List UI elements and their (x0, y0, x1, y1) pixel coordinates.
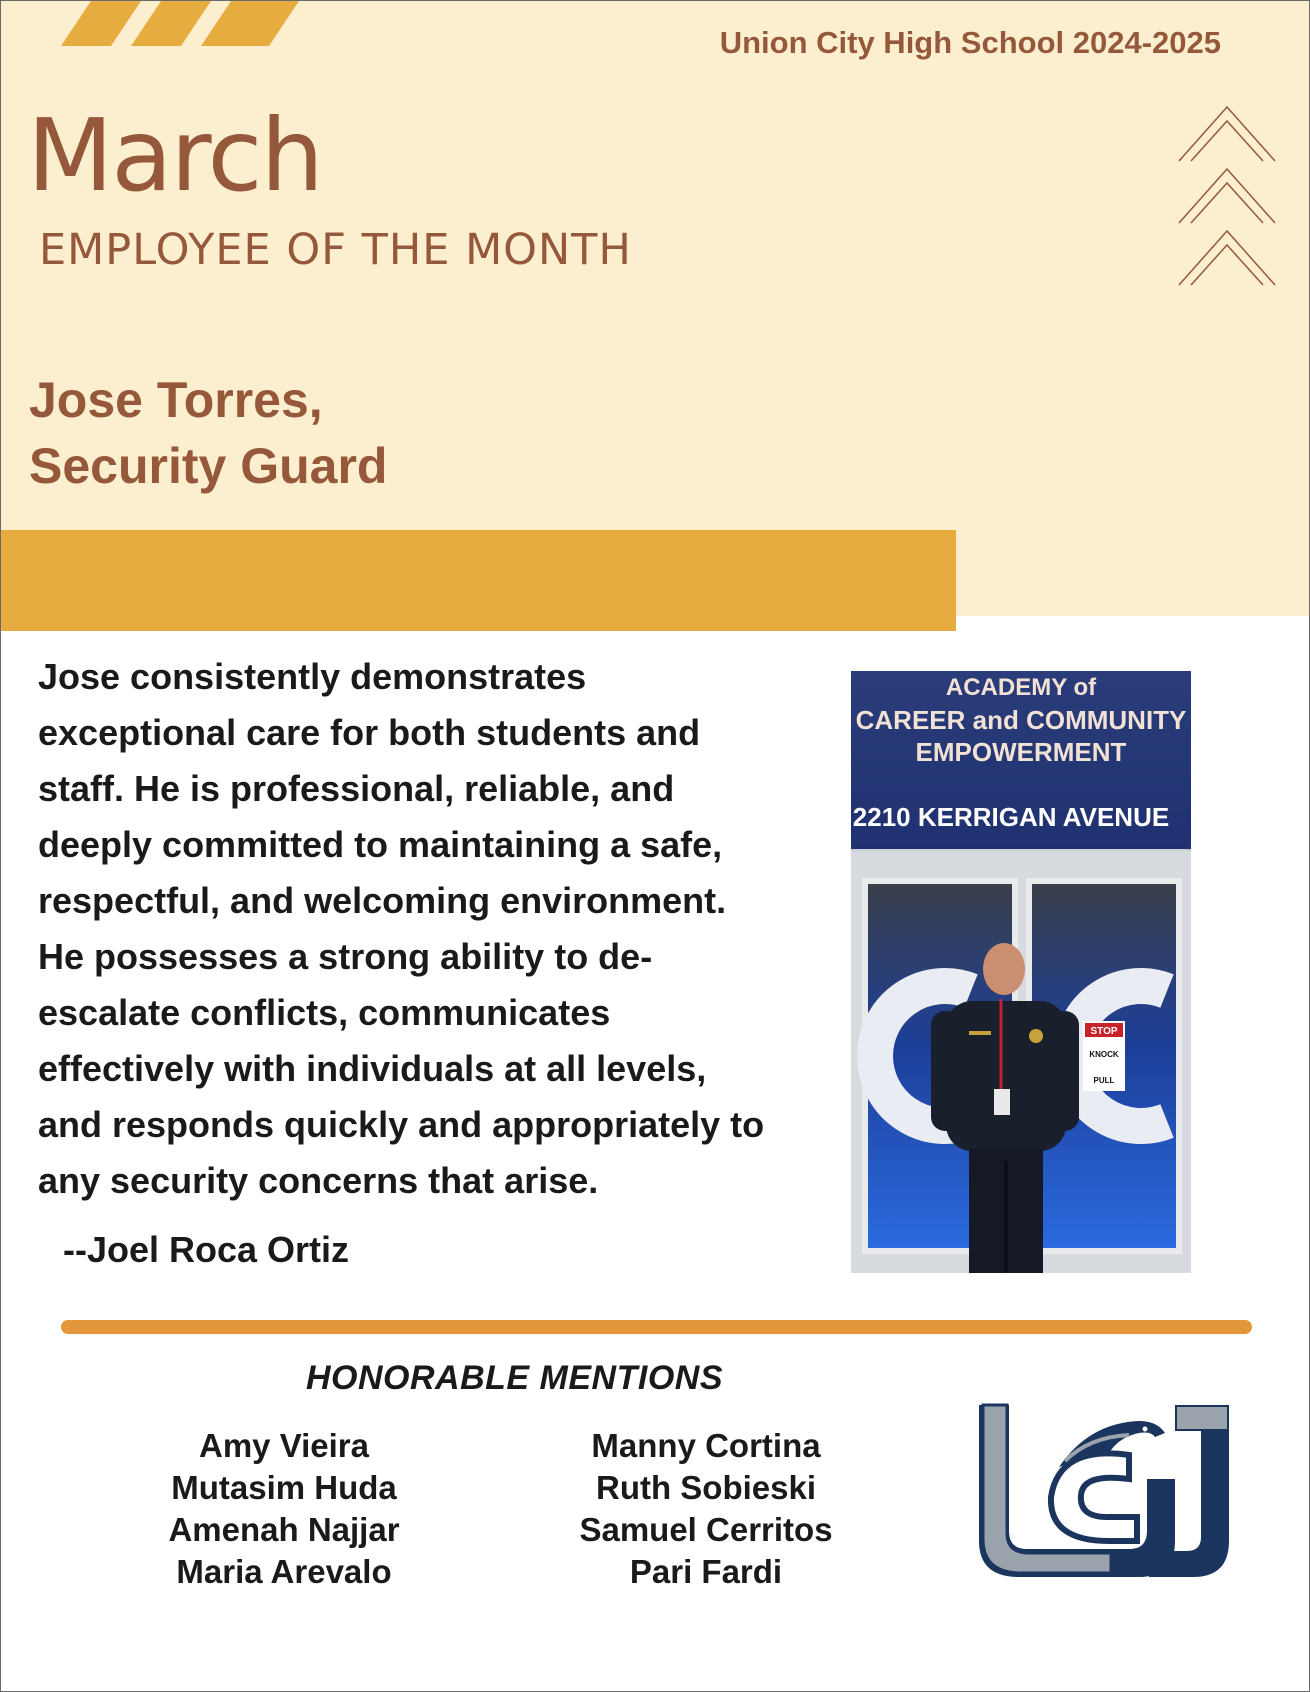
month-heading: March (27, 97, 322, 214)
section-divider (61, 1320, 1252, 1334)
honorable-mention-name: Amy Vieira (199, 1427, 369, 1464)
school-year-title: Union City High School 2024-2025 (719, 25, 1221, 60)
honorable-mention-name: Manny Cortina (591, 1427, 821, 1464)
diagonal-stripes-icon (61, 1, 321, 51)
header-band (1, 1, 1310, 616)
ucj-eagle-logo (979, 1401, 1229, 1581)
honoree-photo (851, 671, 1191, 1273)
honorable-mention-name: Ruth Sobieski (595, 1469, 817, 1506)
sign-line-3: EMPOWERMENT (915, 737, 1127, 767)
honorable-mention-name: Maria Arevalo (176, 1553, 392, 1590)
honorable-mention-name: Mutasim Huda (171, 1469, 397, 1506)
honorable-mentions-left-column (134, 1425, 434, 1593)
sign-line-1: ACADEMY of (945, 674, 1097, 701)
honoree-block (29, 367, 387, 499)
honorable-mention-name: Samuel Cerritos (579, 1511, 833, 1548)
quote-author: --Joel Roca Ortiz (63, 1229, 350, 1270)
honorable-mentions-right-column (556, 1425, 856, 1593)
door-sign-knock: KNOCK (1089, 1050, 1119, 1059)
honoree-role: Security Guard (29, 438, 388, 494)
honorable-mention-name: Pari Fardi (629, 1553, 783, 1590)
sign-address: 2210 KERRIGAN AVENUE (852, 802, 1170, 832)
honoree-name: Jose Torres, (29, 372, 323, 428)
honorable-mention-name: Amenah Najjar (168, 1511, 400, 1548)
honorable-mentions-title: HONORABLE MENTIONS (306, 1359, 723, 1397)
sign-line-2: CAREER and COMMUNITY (855, 705, 1187, 735)
door-sign-pull: PULL (1093, 1076, 1115, 1085)
employee-of-the-month-subtitle: EMPLOYEE OF THE MONTH (39, 225, 632, 275)
door-sign-stop: STOP (1090, 1026, 1118, 1037)
gold-accent-bar (1, 530, 956, 631)
triple-chevron-up-icon (1177, 101, 1277, 291)
nomination-quote: Jose consistently demonstrates exceptional care for both students and staff. He is professional, reliable, and deeply committed to maintaining a safe, respectful, and welcoming environment. He possesses a strong ability to de-escalate conflicts, communicates effectively with individuals at all levels, and responds quickly and appropriately to any security concerns that arise. (38, 656, 765, 1201)
